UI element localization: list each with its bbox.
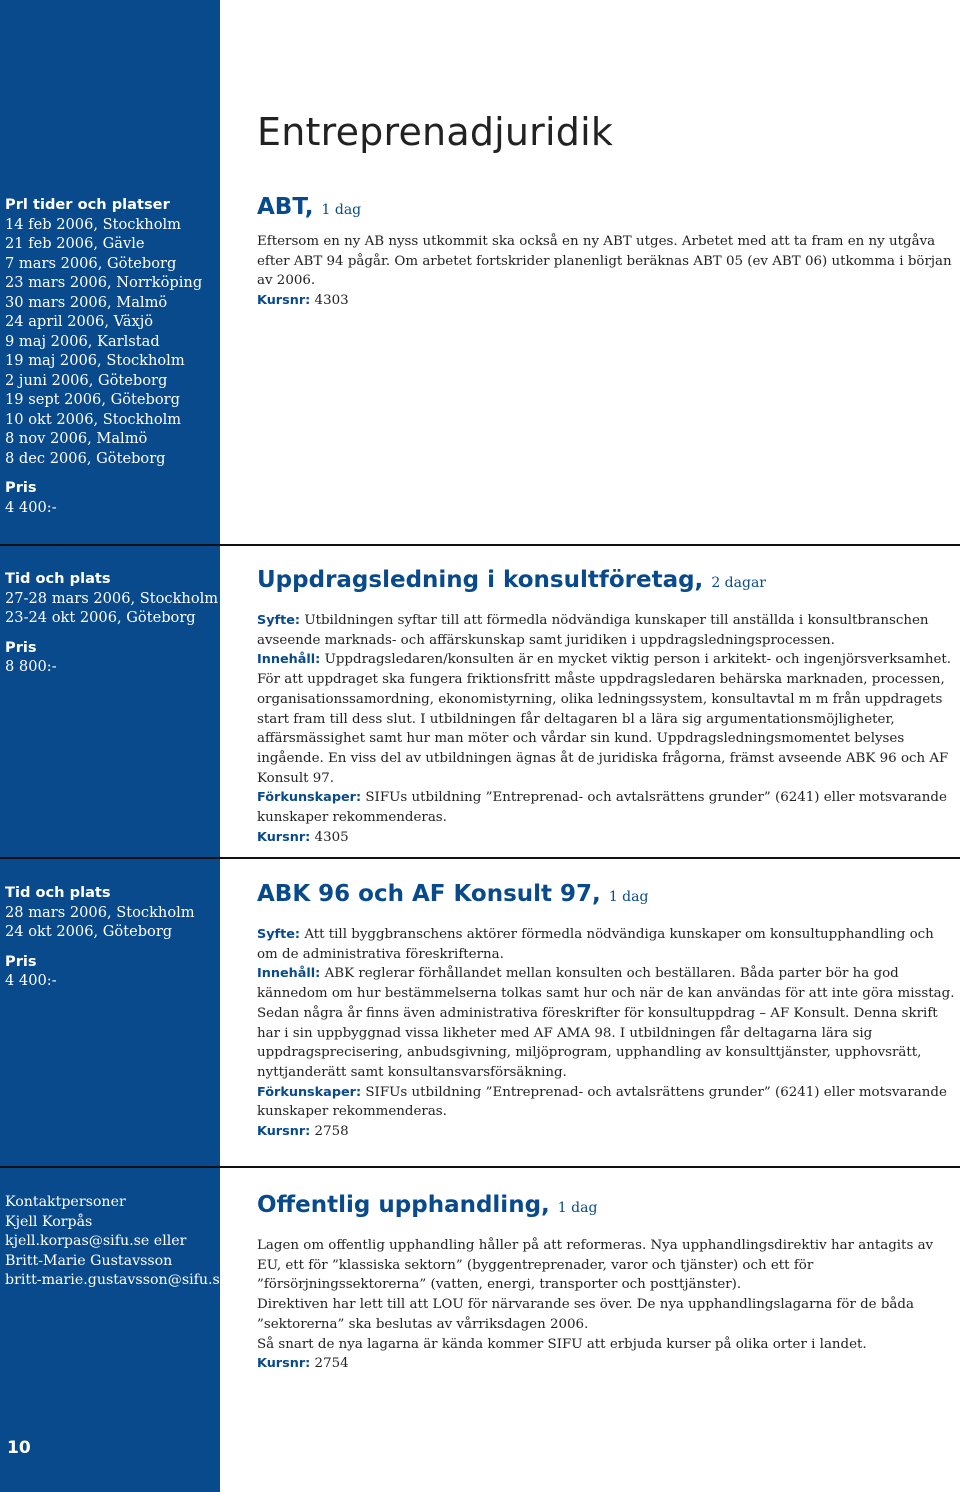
sidebar-section-abt (5, 195, 217, 517)
date-item: 8 nov 2006, Malmö (5, 430, 148, 447)
price-value: 4 400:- (5, 972, 57, 989)
course-title: Offentlig upphandling, (257, 1192, 550, 1218)
date-item: 10 okt 2006, Stockholm (5, 410, 182, 428)
section-divider (0, 544, 960, 546)
date-item: 23 mars 2006, Norrköping (5, 274, 203, 291)
sidebar-section-abk (5, 883, 217, 991)
course-description: Eftersom en ny AB nyss utkommit ska också en ny ABT utges. Arbetet med att ta fram en ny utgåva efter ABT 94 pågår. Om arbetet fortskrider planenligt beräknas ABT 05 (ev ABT 06) utkomma i början av 2006. (257, 234, 952, 289)
page-title: Entreprenadjuridik (257, 110, 614, 154)
course-offentlig-upphandling (257, 1191, 957, 1374)
date-item: 30 mars 2006, Malmö (5, 293, 168, 311)
date-item: 28 mars 2006, Stockholm (5, 903, 195, 921)
sidebar-section-contacts (5, 1193, 229, 1291)
date-item: 19 sept 2006, Göteborg (5, 391, 180, 408)
contact-name: Britt-Marie Gustavsson (5, 1252, 173, 1269)
course-duration: 2 dagar (711, 575, 766, 591)
syfte-text: Utbildningen syftar till att förmedla nödvändiga kunskaper till anställda i konsultbranschen avseende marknads- och affärskunskap samt juridiken i uppdragsledningsprocessen. (257, 613, 929, 648)
forkunskaper-text: SIFUs utbildning ”Entreprenad- och avtalsrättens grunder” (6241) eller motsvarande kunskaper rekommenderas. (257, 1084, 947, 1120)
syfte-text: Att till byggbranschens aktörer förmedla nödvändiga kunskaper om konsultupphandling och om de administrativa föreskrifterna. (257, 927, 934, 962)
price-value: 8 800:- (5, 658, 57, 675)
course-abk (257, 880, 957, 1142)
date-item: 24 okt 2006, Göteborg (5, 923, 173, 940)
sidebar-heading: Prl tider och platser (5, 196, 170, 213)
course-title: Uppdragsledning i konsultföretag, (257, 567, 704, 593)
sidebar-section-uppdragsledning (5, 569, 217, 677)
kursnr-label: Kursnr: (257, 1356, 311, 1372)
kursnr-label: Kursnr: (257, 293, 311, 309)
date-item: 19 maj 2006, Stockholm (5, 352, 185, 369)
innehall-text: ABK reglerar förhållandet mellan konsulten och beställaren. Båda parter bör ha god kännedom om hur bestämmelserna tolkas samt hur och när de kan användas för att inte göra misstag. Sedan några år finns även administrativa föreskrifter för konsultuppdrag – AF Konsult. Denna skrift har i sin uppbyggnad vissa likheter med AF AMA 98. I utbildningen får deltagarna lära sig uppdragsprecisering, anbudsgivning, miljöprogram, upphandling av konsulttjänster, upphovsrätt, nyttjanderätt samt konsultansvarsförsäkning. (257, 966, 955, 1080)
contact-name: Kjell Korpås (5, 1213, 93, 1230)
price-value: 4 400:- (5, 498, 57, 516)
date-item: 23-24 okt 2006, Göteborg (5, 609, 196, 626)
innehall-label: Innehåll: (257, 966, 321, 982)
syfte-label: Syfte: (257, 613, 301, 628)
date-item: 9 maj 2006, Karlstad (5, 332, 160, 350)
innehall-label: Innehåll: (257, 652, 321, 668)
kursnr-value: 4303 (314, 293, 349, 309)
contact-email[interactable]: britt-marie.gustavsson@sifu.se (5, 1272, 229, 1288)
page-number: 10 (7, 1438, 31, 1458)
kursnr-value: 2754 (314, 1356, 349, 1372)
course-paragraph: Lagen om offentlig upphandling håller på att reformeras. Nya upphandlingsdirektiv har antagits av EU, ett för ”klassiska sektorn” (byggentreprenader, varor och tjänster) och ett för ”försörjningssektorerna” (vatten, energi, transporter och posttjänster). (257, 1238, 934, 1293)
course-duration: 1 dag (608, 889, 649, 905)
kursnr-value: 2758 (314, 1124, 349, 1140)
syfte-label: Syfte: (257, 927, 301, 942)
section-divider (0, 857, 960, 859)
course-title: ABK 96 och AF Konsult 97, (257, 881, 601, 907)
date-item: 7 mars 2006, Göteborg (5, 254, 177, 272)
course-duration: 1 dag (321, 202, 362, 218)
date-item: 21 feb 2006, Gävle (5, 235, 145, 252)
contacts-heading: Kontaktpersoner (5, 1194, 126, 1210)
date-item: 8 dec 2006, Göteborg (5, 449, 166, 467)
sidebar-heading: Tid och plats (5, 884, 111, 901)
price-label: Pris (5, 638, 37, 656)
date-item: 14 feb 2006, Stockholm (5, 215, 182, 233)
kursnr-value: 4305 (314, 829, 349, 845)
forkunskaper-label: Förkunskaper: (257, 790, 362, 806)
forkunskaper-label: Förkunskaper: (257, 1084, 362, 1100)
kursnr-label: Kursnr: (257, 1124, 311, 1140)
course-paragraph: Direktiven har lett till att LOU för närvarande ses över. De nya upphandlingslagarna för de båda ”sektorerna” ska beslutas av vårriksdagen 2006. (257, 1297, 914, 1332)
innehall-text: Uppdragsledaren/konsulten är en mycket viktig person i arkitekt- och ingenjörsverksamhet. För att uppdraget ska fungera friktionsfritt måste uppdragsledaren behärska marknaden, processen, organisationssamordning, ekonomistyrning, olika ledningssystem, konsultavtal m m från uppdragets start fram till dess slut. I utbildningen får deltagaren bl a lära sig argumentationsmöjligheter, affärsmässighet samt hur man möter och vårdar sin kund. Uppdragsledningsmomentet belyses ingående. En viss del av utbildningen ägnas åt de juridiska frågorna, främst avseende ABK 96 och AF Konsult 97. (257, 652, 952, 786)
course-paragraph: Så snart de nya lagarna är kända kommer SIFU att erbjuda kurser på olika orter i landet. (257, 1336, 867, 1352)
date-item: 27-28 mars 2006, Stockholm (5, 589, 219, 607)
sidebar-heading: Tid och plats (5, 570, 111, 587)
date-item: 2 juni 2006, Göteborg (5, 371, 168, 389)
course-duration: 1 dag (557, 1200, 598, 1216)
course-title: ABT, (257, 194, 314, 220)
price-label: Pris (5, 479, 37, 496)
course-uppdragsledning (257, 566, 957, 847)
contact-email[interactable]: kjell.korpas@sifu.se eller (5, 1233, 187, 1249)
section-divider (0, 1166, 960, 1168)
course-abt (257, 193, 957, 311)
price-label: Pris (5, 952, 37, 970)
kursnr-label: Kursnr: (257, 829, 311, 845)
forkunskaper-text: SIFUs utbildning ”Entreprenad- och avtalsrättens grunder” (6241) eller motsvarande kunskaper rekommenderas. (257, 790, 947, 826)
date-item: 24 april 2006, Växjö (5, 313, 154, 330)
